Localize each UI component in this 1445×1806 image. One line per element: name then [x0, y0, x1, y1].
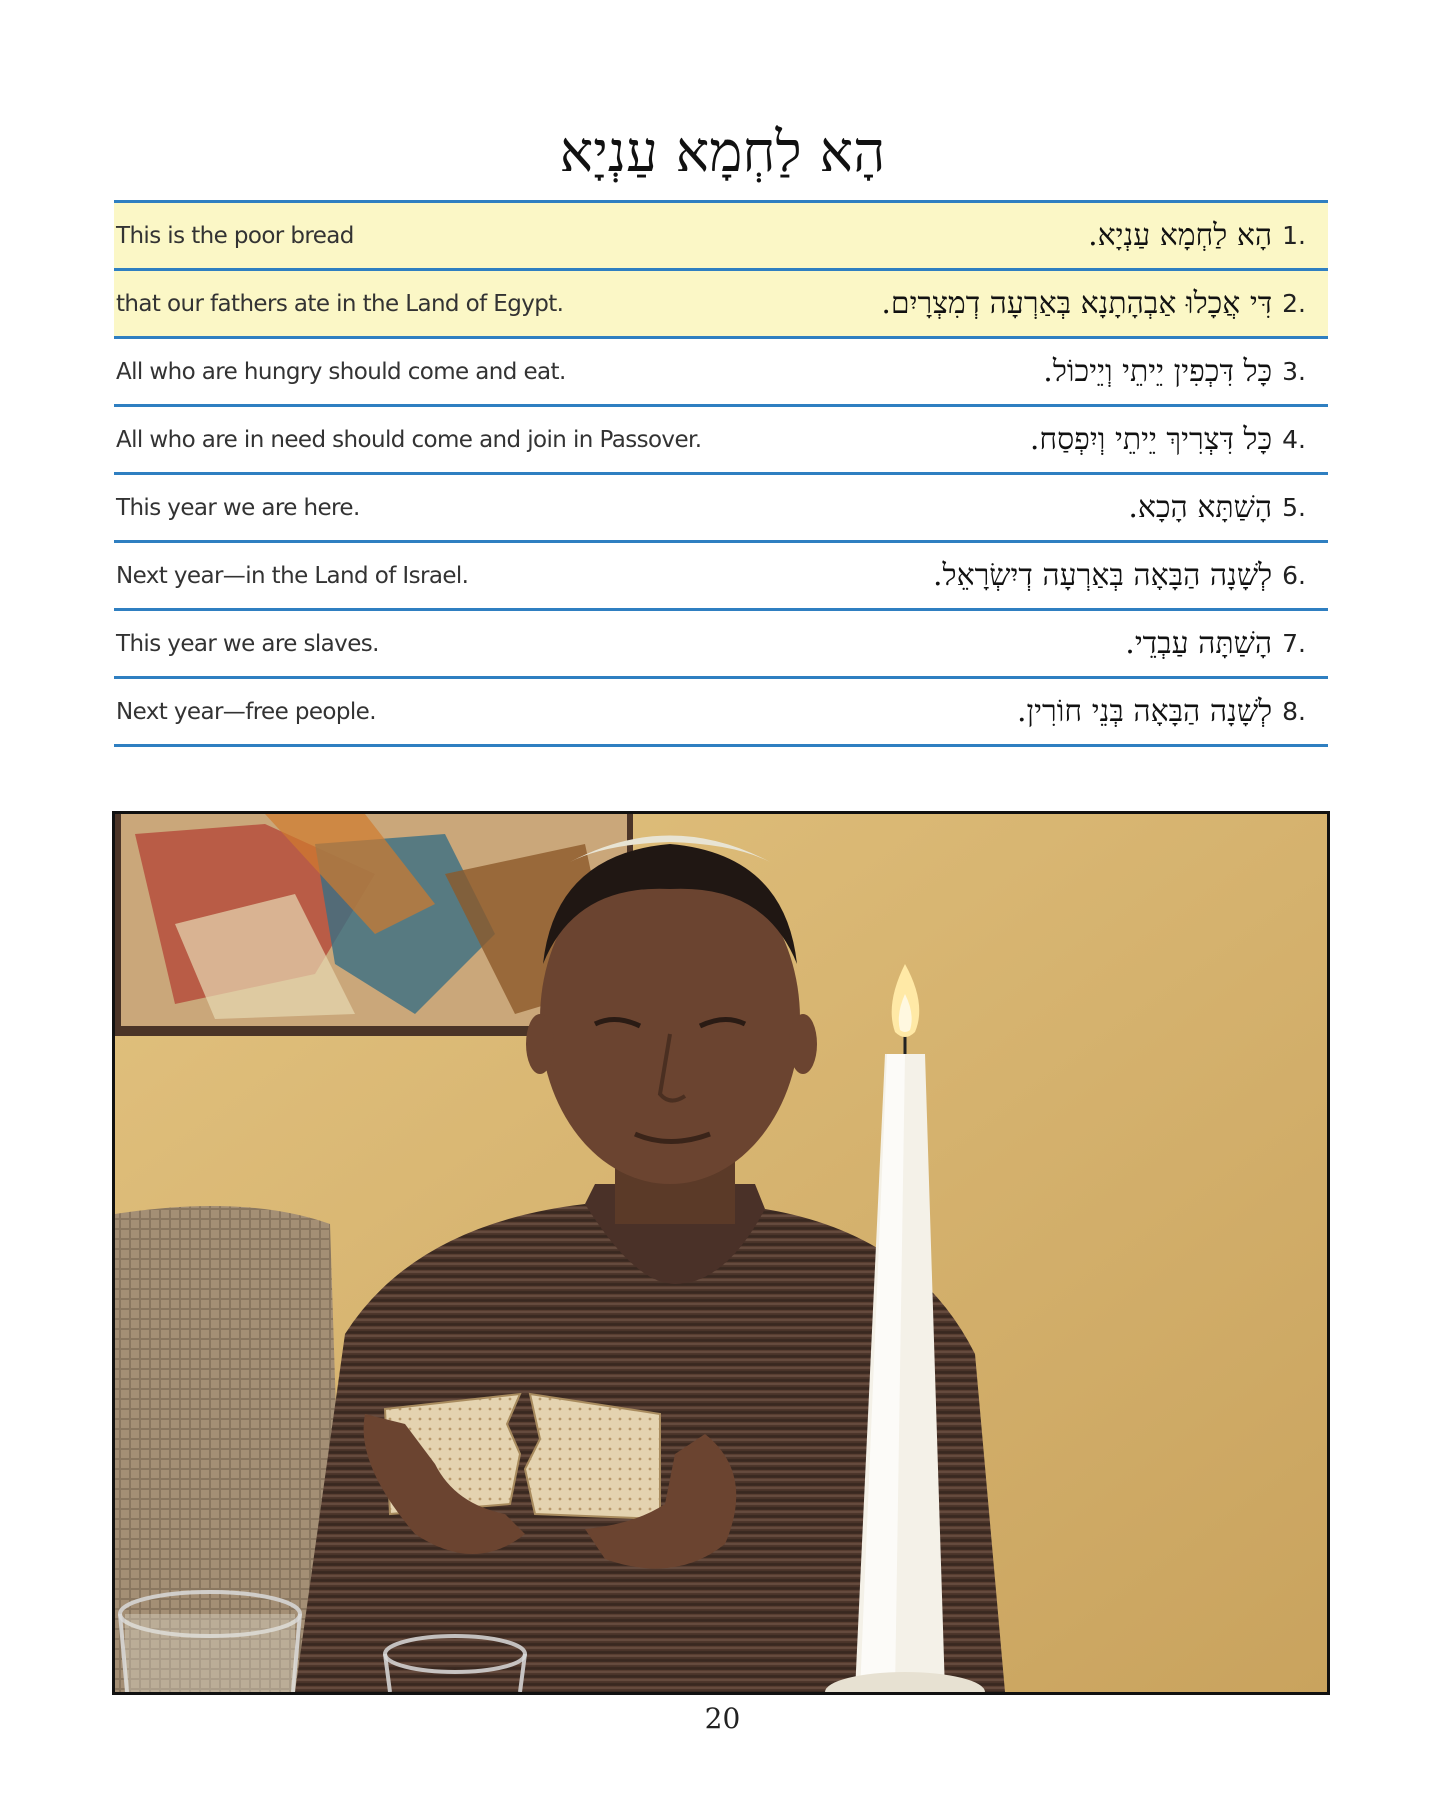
- line-number: .8: [1282, 697, 1306, 726]
- hebrew-line: [1125, 626, 1328, 661]
- hebrew-line: [1088, 218, 1328, 253]
- table-row: [114, 407, 1328, 475]
- table-row: [114, 679, 1328, 747]
- english-line: Next year—in the Land of Israel.: [116, 562, 469, 589]
- hebrew-line: [881, 286, 1328, 321]
- line-number: .5: [1282, 493, 1306, 522]
- line-number: .6: [1282, 561, 1306, 590]
- text-table: [114, 200, 1328, 747]
- english-line: This year we are here.: [116, 494, 360, 521]
- english-line: that our fathers ate in the Land of Egypt.: [116, 290, 564, 317]
- hebrew-text: לְשָׁנָה הַבָּאָה בְּנֵי חוֹרִין.: [1016, 694, 1273, 729]
- hebrew-line: [1043, 354, 1328, 389]
- english-line: This is the poor bread: [116, 222, 354, 249]
- line-number: .1: [1282, 221, 1306, 250]
- english-line: All who are hungry should come and eat.: [116, 358, 566, 385]
- english-line: This year we are slaves.: [116, 630, 379, 657]
- photo-illustration: [115, 814, 1327, 1692]
- table-row: [114, 339, 1328, 407]
- line-number: .3: [1282, 357, 1306, 386]
- hebrew-text: כָּל דִּצְרִיךְ יֵיתֵי וְיִפְסַח.: [1029, 422, 1273, 457]
- table-row: [114, 475, 1328, 543]
- hebrew-text: הָא לַחְמָא עַנְיָא.: [1088, 218, 1273, 253]
- hebrew-line: [1030, 422, 1328, 457]
- table-row: [114, 611, 1328, 679]
- seder-photo: [112, 811, 1330, 1695]
- hebrew-text: הָשַׁתָּה עַבְדֵי.: [1125, 626, 1273, 661]
- hebrew-line: [1128, 490, 1328, 525]
- table-row: [114, 203, 1328, 271]
- hebrew-text: כָּל דִּכְפִין יֵיתֵי וְיֵיכוֹל.: [1043, 354, 1273, 389]
- hebrew-text: לְשָׁנָה הַבָּאָה בְּאַרְעָה דְיִשְׂרָאֵל.: [933, 558, 1273, 593]
- table-row: [114, 271, 1328, 339]
- line-number: .2: [1282, 289, 1306, 318]
- english-line: Next year—free people.: [116, 698, 376, 725]
- hebrew-line: [933, 558, 1328, 593]
- table-row: [114, 543, 1328, 611]
- line-number: .4: [1282, 425, 1306, 454]
- hebrew-text: הָשַׁתָּא הָכָא.: [1128, 490, 1273, 525]
- hebrew-text: דִּי אֲכָלוּ אַבְהָתָנָא בְּאַרְעָה דְמִצְרָיִם.: [881, 286, 1273, 321]
- page-number: 20: [704, 1702, 741, 1735]
- hebrew-line: [1017, 694, 1328, 729]
- page-title: הָא לַחְמָא עַנְיָא: [559, 120, 886, 185]
- english-line: All who are in need should come and join in Passover.: [116, 426, 702, 453]
- line-number: .7: [1282, 629, 1306, 658]
